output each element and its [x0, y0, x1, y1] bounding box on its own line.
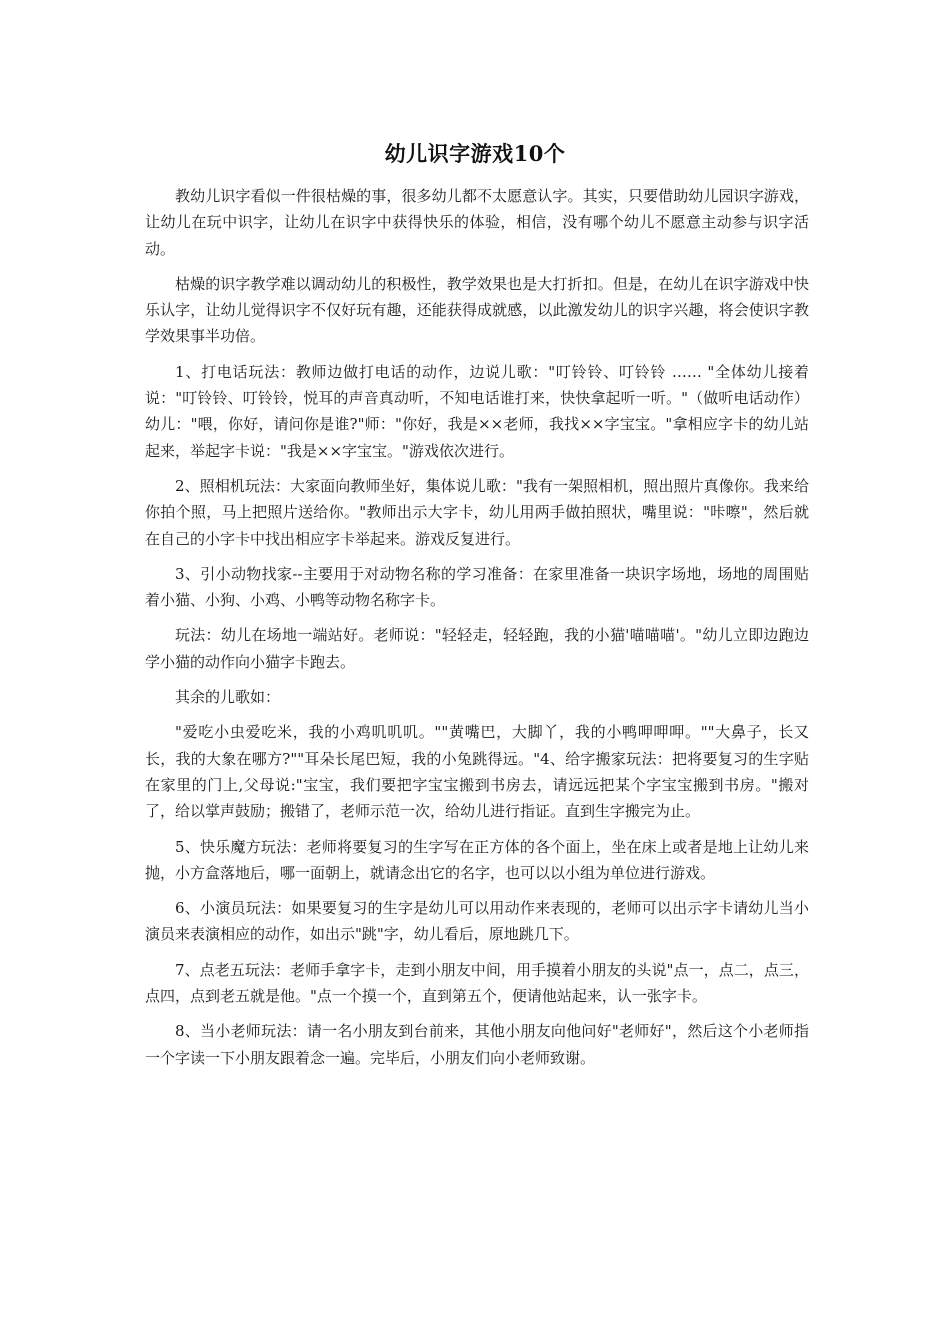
paragraph-intro: 教幼儿识字看似一件很枯燥的事，很多幼儿都不太愿意认字。其实，只要借助幼儿园识字游戏，让幼儿在玩中识字，让幼儿在识字中获得快乐的体验，相信，没有哪个幼儿不愿意主动参与识字活动。	[145, 187, 809, 258]
document-title: 幼儿识字游戏10个	[384, 141, 566, 166]
paragraph-game-6-actor: 6、小演员玩法：如果要复习的生字是幼儿可以用动作来表现的，老师可以出示字卡请幼儿当小演员来表演相应的动作，如出示"跳"字，幼儿看后，原地跳几下。	[145, 899, 809, 944]
paragraph-game-7-count-five: 7、点老五玩法：老师手拿字卡，走到小朋友中间，用手摸着小朋友的头说"点一，点二，点三，点四，点到老五就是他。"点一个摸一个，直到第五个，便请他站起来，认一张字卡。	[145, 960, 809, 1006]
paragraph-game-2-camera: 2、照相机玩法：大家面向教师坐好，集体说儿歌："我有一架照相机，照出照片真像你。我来给你拍个照，马上把照片送给你。"教师出示大字卡，幼儿用两手做拍照状，嘴里说："咔嚓"，然后就在自己的小字卡中找出相应字卡举起来。游戏反复进行。	[145, 476, 809, 548]
paragraph-game-5-cube: 5、快乐魔方玩法：老师将要复习的生字写在正方体的各个面上，坐在床上或者是地上让幼儿来抛，小方盒落地后，哪一面朝上，就请念出它的名字，也可以以小组为单位进行游戏。	[145, 837, 809, 882]
paragraph-game-3-howto: 玩法：幼儿在场地一端站好。老师说："轻轻走，轻轻跑，我的小猫'喵喵喵'。"幼儿立即边跑边学小猫的动作向小猫字卡跑去。	[145, 626, 809, 671]
document-body	[145, 183, 809, 1080]
paragraph-game-8-little-teacher: 8、当小老师玩法：请一名小朋友到台前来，其他小朋友向他问好"老师好"，然后这个小老师指一个字读一下小朋友跟着念一遍。完毕后，小朋友们向小老师致谢。	[145, 1022, 809, 1067]
paragraph-other-rhymes-heading: 其余的儿歌如：	[175, 688, 281, 707]
paragraph-game-3-animals: 3、引小动物找家--主要用于对动物名称的学习准备：在家里准备一块识字场地，场地的周围贴着小猫、小狗、小鸡、小鸭等动物名称字卡。	[145, 564, 809, 610]
paragraph-game-1-phone: 1、打电话玩法：教师边做打电话的动作，边说儿歌："叮铃铃、叮铃铃 …… "全体幼儿接着说："叮铃铃、叮铃铃，悦耳的声音真动听，不知电话谁打来，快快拿起听一听。"（做听电话动作）幼儿："喂，你好，请问你是谁?"师："你好，我是××老师，我找××字宝宝。"拿相应字卡的幼儿站起来，举起字卡说："我是××字宝宝。"游戏依次进行。	[145, 362, 809, 460]
paragraph-motivation: 枯燥的识字教学难以调动幼儿的积极性，教学效果也是大打折扣。但是，在幼儿在识字游戏中快乐认字，让幼儿觉得识字不仅好玩有趣，还能获得成就感，以此激发幼儿的识字兴趣，将会使识字教学效果事半功倍。	[145, 274, 809, 346]
paragraph-rhymes-and-game-4: "爱吃小虫爱吃米，我的小鸡叽叽叽。""黄嘴巴，大脚丫，我的小鸭呷呷呷。""大鼻子，长又长，我的大象在哪方?""耳朵长尾巴短，我的小兔跳得远。"4、给字搬家玩法：把将要复习的生字贴在家里的门上,父母说:"宝宝，我们要把字宝宝搬到书房去，请远远把某个字宝宝搬到书房。"搬对了，给以掌声鼓励；搬错了，老师示范一次，给幼儿进行指证。直到生字搬完为止。	[145, 723, 809, 821]
